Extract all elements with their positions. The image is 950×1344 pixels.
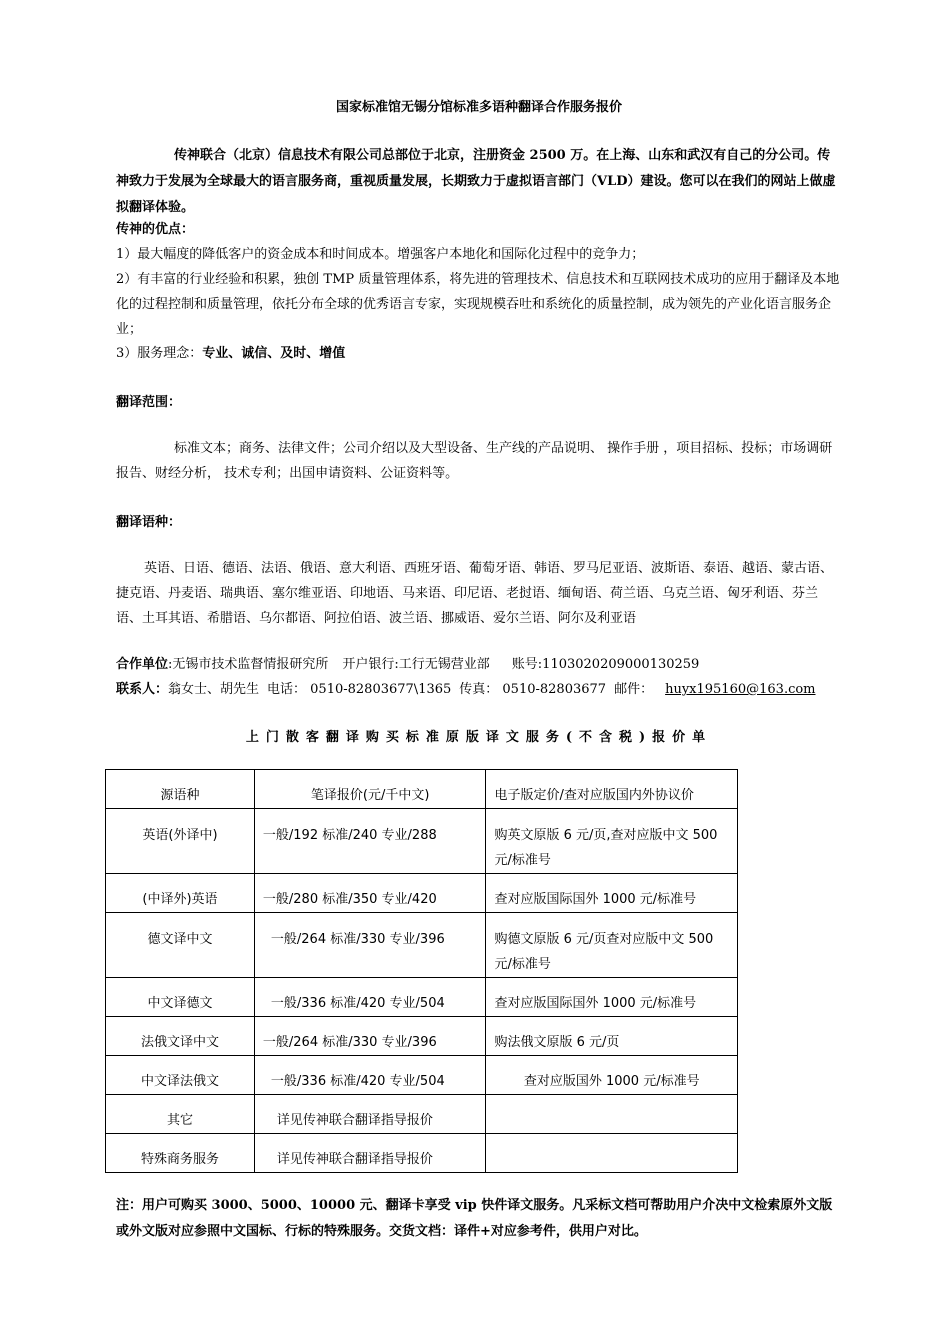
cell-language: 中文译德文 xyxy=(106,978,255,1017)
cell-electronic: 查对应版国际国外 1000 元/标准号 xyxy=(486,874,738,913)
header-cell-electronic-price: 电子版定价/查对应版国内外协议价 xyxy=(486,770,738,809)
contact-fax: 传真： 0510-82803677 xyxy=(459,682,607,697)
advantage-item-2: 2）有丰富的行业经验和积累，独创 TMP 质量管理体系，将先进的管理技术、信息技术和互联网技术成功的应用于翻译及本地化的过程控制和质量管理，依托分布全球的优秀语言专家，实现规模吞吐和系统化的质量控制，成为领先的产业化语言服务企业； xyxy=(116,272,840,337)
header-cell-source-language: 源语种 xyxy=(106,770,255,809)
cell-language: (中译外)英语 xyxy=(106,874,255,913)
contact-phone: 电话： 0510-82803677\1365 xyxy=(267,682,452,697)
cell-electronic xyxy=(486,1095,738,1134)
table-row xyxy=(106,978,738,1017)
advantages-heading: 传神的优点： xyxy=(116,222,195,237)
contact-persons: 翁女士、胡先生 xyxy=(168,682,260,697)
account-number: 账号:1103020209000130259 xyxy=(511,657,700,672)
languages-list: 英语、日语、德语、法语、俄语、意大利语、西班牙语、葡萄牙语、韩语、罗马尼亚语、波斯语、泰语、越语、蒙古语、捷克语、丹麦语、瑞典语、塞尔维亚语、印地语、马来语、印尼语、老挝语、缅甸语、荷兰语、乌克兰语、匈牙利语、芬兰语、土耳其语、希腊语、乌尔都语、阿拉伯语、波兰语、挪威语、爱尔兰语、阿尔及利亚语 xyxy=(116,561,834,626)
document-title: 国家标准馆无锡分馆标准多语种翻译合作服务报价 xyxy=(335,100,622,115)
advantage-item-3-prefix: 3）服务理念： xyxy=(116,346,203,361)
cell-price: 一般/264 标准/330 专业/396 xyxy=(254,1017,486,1056)
cell-language: 法俄文译中文 xyxy=(106,1017,255,1056)
price-table xyxy=(105,769,738,1173)
cell-price: 一般/336 标准/420 专业/504 xyxy=(254,978,486,1017)
cell-price: 一般/336 标准/420 专业/504 xyxy=(254,1056,486,1095)
company-intro xyxy=(116,143,842,221)
table-row xyxy=(106,874,738,913)
cell-price: 一般/264 标准/330 专业/396 xyxy=(254,913,486,978)
table-row xyxy=(106,1056,738,1095)
cell-electronic: 查对应版国际国外 1000 元/标准号 xyxy=(486,978,738,1017)
cell-electronic: 查对应版国外 1000 元/标准号 xyxy=(486,1056,738,1095)
contact-label: 联系人： xyxy=(116,682,169,697)
price-table-title: 上门散客翻译购买标准原版译文服务(不含税)报价单 xyxy=(245,730,713,745)
footnote: 注：用户可购买 3000、5000、10000 元、翻译卡享受 vip 快件译文服务。凡采标文档可帮助用户介决中文检索原外文版或外文版对应参照中文国标、行标的特殊服务。交货文档：译件+对应参考件，供用户对比。 xyxy=(116,1198,833,1239)
cell-language: 中文译法俄文 xyxy=(106,1056,255,1095)
cell-price: 一般/192 标准/240 专业/288 xyxy=(254,809,486,874)
cell-price: 详见传神联合翻译指导报价 xyxy=(254,1095,486,1134)
cooperation-unit: :无锡市技术监督情报研究所 xyxy=(168,657,329,672)
advantage-item-3 xyxy=(116,341,345,366)
scope-text xyxy=(116,436,842,486)
languages-text xyxy=(116,556,842,631)
table-row xyxy=(106,1095,738,1134)
cell-language: 德文译中文 xyxy=(106,913,255,978)
languages-heading: 翻译语种： xyxy=(116,515,182,530)
cell-language: 特殊商务服务 xyxy=(106,1134,255,1173)
header-cell-translation-price: 笔译报价(元/千中文) xyxy=(254,770,486,809)
advantage-item-1: 1）最大幅度的降低客户的资金成本和时间成本。增强客户本地化和国际化过程中的竞争力； xyxy=(116,247,645,262)
email-link[interactable]: huyx195160@163.com xyxy=(665,682,816,697)
table-row xyxy=(106,1134,738,1173)
cooperation-line xyxy=(116,652,876,677)
cell-language: 英语(外译中) xyxy=(106,809,255,874)
cell-price: 详见传神联合翻译指导报价 xyxy=(254,1134,486,1173)
bank-info: 开户银行:工行无锡营业部 xyxy=(342,657,490,672)
cell-language: 其它 xyxy=(106,1095,255,1134)
cooperation-label: 合作单位 xyxy=(116,657,169,672)
cell-electronic: 购德文原版 6 元/页查对应版中文 500 元/标准号 xyxy=(486,913,738,978)
scope-heading: 翻译范围： xyxy=(116,395,182,410)
table-row xyxy=(106,913,738,978)
scope-text-body: 标准文本；商务、法律文件；公司介绍以及大型设备、生产线的产品说明、 操作手册 ，项目招标、投标；市场调研报告、财经分析， 技术专利；出国申请资料、公证资料等。 xyxy=(116,441,833,481)
company-intro-text: 传神联合（北京）信息技术有限公司总部位于北京，注册资金 2500 万。在上海、山东和武汉有自己的分公司。传神致力于发展为全球最大的语言服务商，重视质量发展，长期致力于虚拟语言部门（VLD）建设。您可以在我们的网站上做虚拟翻译体验。 xyxy=(116,148,836,215)
table-row xyxy=(106,809,738,874)
cell-electronic: 购法俄文原版 6 元/页 xyxy=(486,1017,738,1056)
table-row xyxy=(106,1017,738,1056)
cell-electronic xyxy=(486,1134,738,1173)
service-philosophy: 专业、诚信、及时、增值 xyxy=(202,346,346,361)
mail-label: 邮件： xyxy=(614,682,654,697)
contact-line xyxy=(116,677,876,702)
cell-electronic: 购英文原版 6 元/页,查对应版中文 500 元/标准号 xyxy=(486,809,738,874)
cell-price: 一般/280 标准/350 专业/420 xyxy=(254,874,486,913)
table-header-row xyxy=(106,770,738,809)
